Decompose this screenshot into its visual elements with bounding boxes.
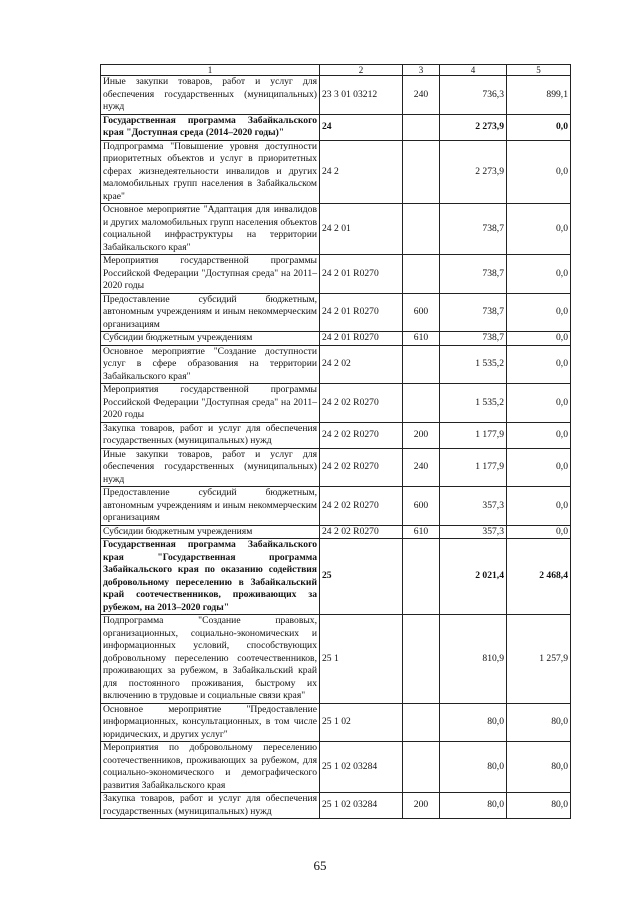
row-value-year2-cell: 0,0	[507, 487, 571, 526]
row-value-year2-cell: 0,0	[507, 345, 571, 384]
row-code-cell: 25	[320, 539, 403, 615]
column-header: 5	[507, 65, 571, 76]
row-value-year1-cell: 357,3	[440, 487, 507, 526]
row-expense-type-cell	[403, 703, 440, 742]
row-expense-type-cell	[403, 345, 440, 384]
row-name-cell: Мероприятия по добровольному переселению соотечественников, проживающих за рубежом, для социально-экономического и демографического развития Забайкальского края	[101, 742, 320, 793]
row-value-year2-cell: 0,0	[507, 384, 571, 423]
row-value-year2-cell: 80,0	[507, 703, 571, 742]
row-name-cell: Мероприятия государственной программы Российской Федерации "Доступная среда" на 2011–2020 годы	[101, 255, 320, 294]
row-value-year1-cell: 2 273,9	[440, 114, 507, 140]
row-code-cell: 24 2 02 R0270	[320, 525, 403, 539]
row-name-cell: Государственная программа Забайкальского края "Доступная среда (2014–2020 годы)"	[101, 114, 320, 140]
row-value-year2-cell: 80,0	[507, 793, 571, 819]
table-row	[101, 255, 571, 294]
row-value-year1-cell: 80,0	[440, 703, 507, 742]
row-code-cell: 25 1 02 03284	[320, 793, 403, 819]
row-value-year1-cell: 80,0	[440, 742, 507, 793]
row-value-year1-cell: 357,3	[440, 525, 507, 539]
row-value-year1-cell: 738,7	[440, 293, 507, 332]
row-expense-type-cell	[403, 114, 440, 140]
row-value-year2-cell: 0,0	[507, 293, 571, 332]
table-row	[101, 525, 571, 539]
row-value-year2-cell: 1 257,9	[507, 615, 571, 704]
row-name-cell: Подпрограмма "Повышение уровня доступности приоритетных объектов и услуг в приоритетных сферах жизнедеятельности инвалидов и других маломобильных групп населения в Забайкальском крае"	[101, 140, 320, 204]
row-name-cell: Предоставление субсидий бюджетным, автономным учреждениям и иным некоммерческим организациям	[101, 487, 320, 526]
row-code-cell: 25 1	[320, 615, 403, 704]
table-row	[101, 793, 571, 819]
row-name-cell: Подпрограмма "Создание правовых, организационных, социально-экономических и информационных условий, способствующих добровольному переселению соотечественников, проживающих за рубежом, в Забайкальский край для постоянного проживания, быстрому их включению в трудовые и социальные связи края"	[101, 615, 320, 704]
row-expense-type-cell: 600	[403, 487, 440, 526]
column-header: 3	[403, 65, 440, 76]
row-code-cell: 24 2	[320, 140, 403, 204]
column-header: 4	[440, 65, 507, 76]
row-value-year2-cell: 2 468,4	[507, 539, 571, 615]
row-expense-type-cell: 240	[403, 76, 440, 115]
table-row	[101, 615, 571, 704]
row-value-year1-cell: 736,3	[440, 76, 507, 115]
table-row	[101, 422, 571, 448]
row-name-cell: Субсидии бюджетным учреждениям	[101, 525, 320, 539]
row-value-year2-cell: 0,0	[507, 204, 571, 255]
row-code-cell: 24 2 01 R0270	[320, 293, 403, 332]
row-expense-type-cell: 610	[403, 332, 440, 346]
table-row	[101, 742, 571, 793]
row-value-year1-cell: 1 535,2	[440, 345, 507, 384]
table-row	[101, 204, 571, 255]
table-row	[101, 76, 571, 115]
row-value-year1-cell: 1 535,2	[440, 384, 507, 423]
table-row	[101, 332, 571, 346]
row-name-cell: Основное мероприятие "Создание доступности услуг в сфере образования на территории Забайкальского края"	[101, 345, 320, 384]
row-code-cell: 24 2 01	[320, 204, 403, 255]
row-value-year1-cell: 80,0	[440, 793, 507, 819]
row-value-year2-cell: 0,0	[507, 255, 571, 294]
table-row	[101, 703, 571, 742]
table-row	[101, 487, 571, 526]
row-value-year1-cell: 810,9	[440, 615, 507, 704]
row-name-cell: Предоставление субсидий бюджетным, автономным учреждениям и иным некоммерческим организациям	[101, 293, 320, 332]
row-value-year1-cell: 2 021,4	[440, 539, 507, 615]
row-value-year1-cell: 738,7	[440, 255, 507, 294]
row-expense-type-cell: 200	[403, 422, 440, 448]
row-value-year1-cell: 1 177,9	[440, 422, 507, 448]
table-row	[101, 384, 571, 423]
table-row	[101, 293, 571, 332]
row-value-year1-cell: 738,7	[440, 204, 507, 255]
row-code-cell: 24 2 02 R0270	[320, 422, 403, 448]
row-value-year2-cell: 899,1	[507, 76, 571, 115]
row-code-cell: 24 2 02 R0270	[320, 384, 403, 423]
row-value-year2-cell: 0,0	[507, 525, 571, 539]
row-name-cell: Мероприятия государственной программы Российской Федерации "Доступная среда" на 2011–2020 годы	[101, 384, 320, 423]
row-value-year2-cell: 0,0	[507, 422, 571, 448]
row-name-cell: Государственная программа Забайкальского края "Государственная программа Забайкальского края по оказанию содействия добровольному переселению в Забайкальский край соотечественников, проживающих за рубежом, на 2013–2020 годы"	[101, 539, 320, 615]
table-row	[101, 114, 571, 140]
table-row	[101, 345, 571, 384]
column-number-row	[101, 65, 571, 76]
row-name-cell: Закупка товаров, работ и услуг для обеспечения государственных (муниципальных) нужд	[101, 793, 320, 819]
row-expense-type-cell	[403, 384, 440, 423]
row-value-year1-cell: 2 273,9	[440, 140, 507, 204]
row-code-cell: 25 1 02 03284	[320, 742, 403, 793]
row-expense-type-cell	[403, 255, 440, 294]
row-expense-type-cell	[403, 615, 440, 704]
row-name-cell: Закупка товаров, работ и услуг для обеспечения государственных (муниципальных) нужд	[101, 422, 320, 448]
row-name-cell: Иные закупки товаров, работ и услуг для обеспечения государственных (муниципальных) нужд	[101, 76, 320, 115]
row-value-year1-cell: 1 177,9	[440, 448, 507, 487]
column-header: 1	[101, 65, 320, 76]
table-row	[101, 140, 571, 204]
row-name-cell: Основное мероприятие "Адаптация для инвалидов и других маломобильных групп населения объектов социальной инфраструктуры на территории Забайкальского края"	[101, 204, 320, 255]
table-row	[101, 448, 571, 487]
row-value-year2-cell: 0,0	[507, 140, 571, 204]
row-name-cell: Иные закупки товаров, работ и услуг для обеспечения государственных (муниципальных) нужд	[101, 448, 320, 487]
row-expense-type-cell	[403, 140, 440, 204]
column-header: 2	[320, 65, 403, 76]
row-expense-type-cell: 240	[403, 448, 440, 487]
page-number: 65	[313, 858, 327, 873]
row-code-cell: 24 2 02 R0270	[320, 448, 403, 487]
row-expense-type-cell	[403, 742, 440, 793]
row-value-year2-cell: 0,0	[507, 114, 571, 140]
row-code-cell: 24 2 02	[320, 345, 403, 384]
row-expense-type-cell: 600	[403, 293, 440, 332]
row-value-year1-cell: 738,7	[440, 332, 507, 346]
row-code-cell: 23 3 01 03212	[320, 76, 403, 115]
table-row	[101, 539, 571, 615]
row-value-year2-cell: 0,0	[507, 448, 571, 487]
table-body	[101, 76, 571, 819]
row-code-cell: 25 1 02	[320, 703, 403, 742]
row-code-cell: 24	[320, 114, 403, 140]
budget-table	[100, 64, 571, 819]
row-code-cell: 24 2 02 R0270	[320, 487, 403, 526]
row-expense-type-cell	[403, 204, 440, 255]
row-expense-type-cell: 200	[403, 793, 440, 819]
row-expense-type-cell: 610	[403, 525, 440, 539]
row-code-cell: 24 2 01 R0270	[320, 332, 403, 346]
row-name-cell: Основное мероприятие "Предоставление информационных, консультационных, в том числе юридических, и других услуг"	[101, 703, 320, 742]
row-name-cell: Субсидии бюджетным учреждениям	[101, 332, 320, 346]
row-expense-type-cell	[403, 539, 440, 615]
row-value-year2-cell: 0,0	[507, 332, 571, 346]
row-value-year2-cell: 80,0	[507, 742, 571, 793]
row-code-cell: 24 2 01 R0270	[320, 255, 403, 294]
